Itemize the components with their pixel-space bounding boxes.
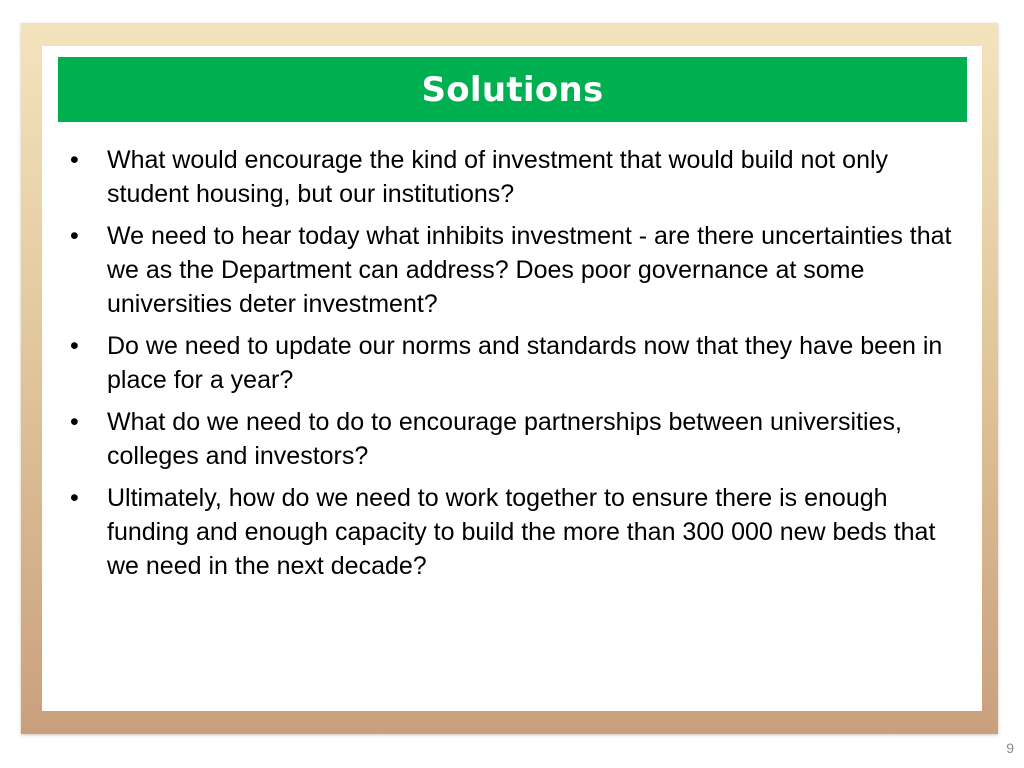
bullet-marker: • xyxy=(70,222,79,250)
bullet-marker: • xyxy=(70,408,79,436)
title-bar xyxy=(58,57,967,122)
bullet-item xyxy=(64,481,964,583)
bullet-text: Do we need to update our norms and standards now that they have been in place for a year? xyxy=(107,332,943,394)
bullet-item xyxy=(64,405,964,473)
page-number: 9 xyxy=(1006,740,1014,756)
slide-title: Solutions xyxy=(421,69,604,110)
bullet-marker: • xyxy=(70,484,79,512)
bullet-item xyxy=(64,143,964,211)
bullet-marker: • xyxy=(70,146,79,174)
bullet-item xyxy=(64,219,964,321)
bullet-list xyxy=(64,143,964,591)
bullet-text: What would encourage the kind of investment that would build not only student housing, but our institutions? xyxy=(107,146,889,208)
bullet-text: What do we need to do to encourage partnerships between universities, colleges and investors? xyxy=(107,408,902,470)
bullet-item xyxy=(64,329,964,397)
bullet-marker: • xyxy=(70,332,79,360)
bullet-text: We need to hear today what inhibits investment - are there uncertainties that we as the Department can address? Does poor governance at some universities deter investment? xyxy=(107,222,952,318)
bullet-text: Ultimately, how do we need to work together to ensure there is enough funding and enough capacity to build the more than 300 000 new beds that we need in the next decade? xyxy=(107,484,936,580)
